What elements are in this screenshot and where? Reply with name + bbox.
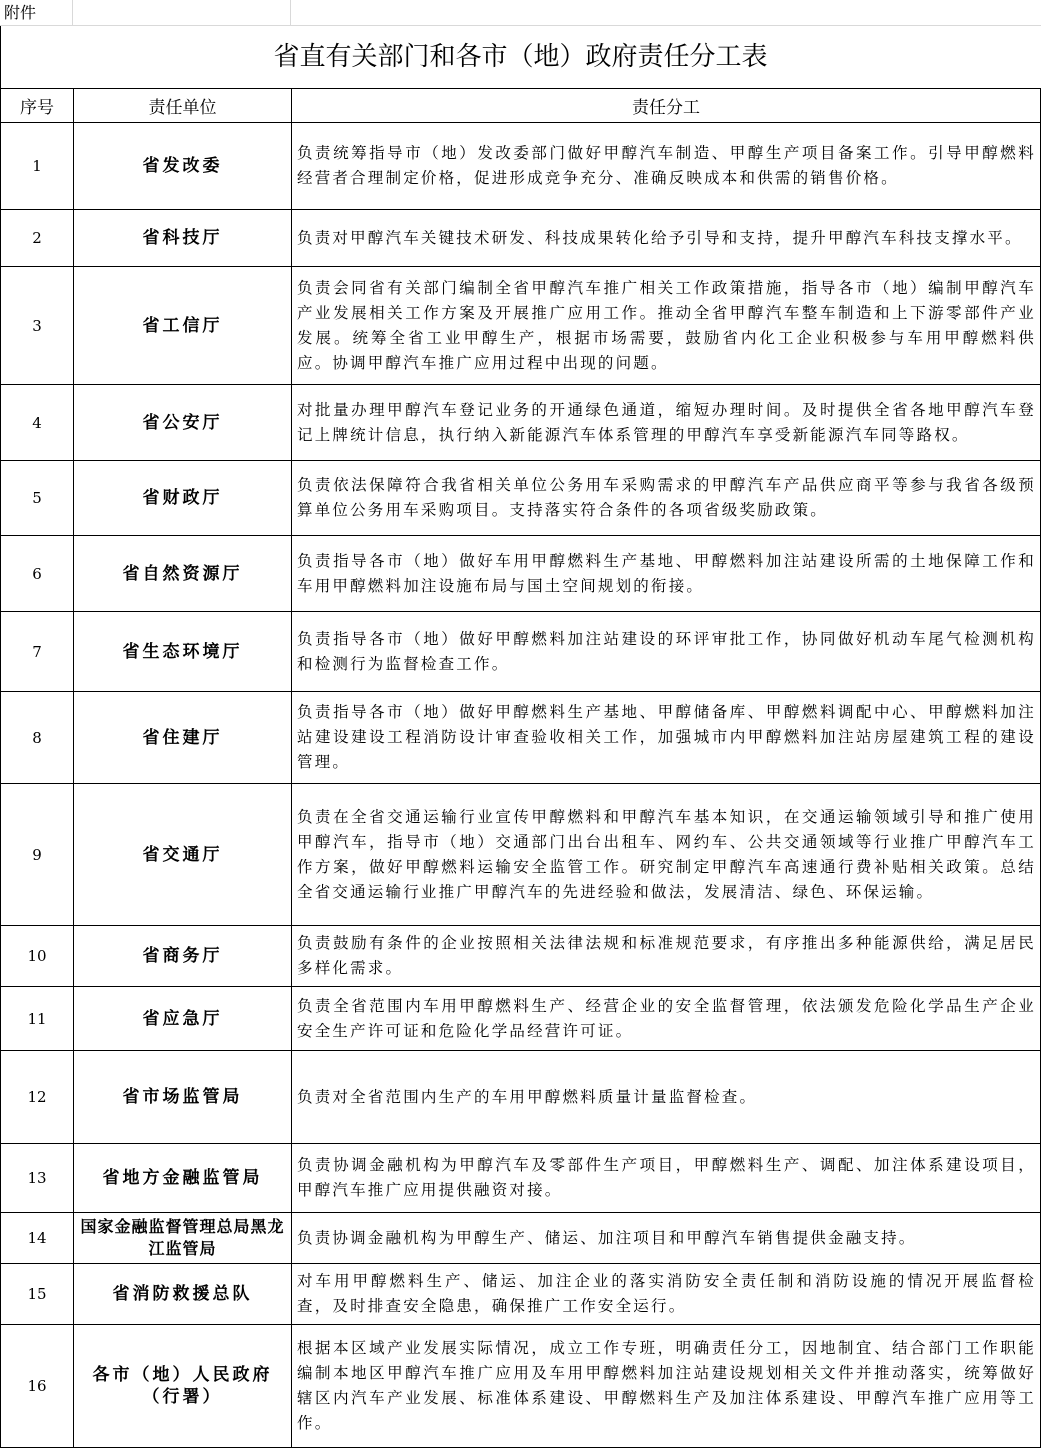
row-duty: 根据本区域产业发展实际情况，成立工作专班，明确责任分工，因地制宜、结合部门工作职能编制本地区甲醇汽车推广应用及车用甲醇燃料加注站建设规划相关文件并推动落实，统筹做好辖区内汽车产业发展、标准体系建设、甲醇燃料生产及加注体系建设、甲醇汽车推广应用等工作。 [292, 1325, 1041, 1448]
page-title: 省直有关部门和各市（地）政府责任分工表 [0, 26, 1040, 88]
row-duty: 负责全省范围内车用甲醇燃料生产、经营企业的安全监督管理，依法颁发危险化学品生产企业安全生产许可证和危险化学品经营许可证。 [292, 987, 1041, 1051]
header-duty: 责任分工 [292, 89, 1041, 123]
row-unit: 省交通厅 [74, 784, 292, 926]
row-index: 6 [1, 536, 74, 612]
row-unit: 省科技厅 [74, 210, 292, 267]
row-unit: 省工信厅 [74, 267, 292, 385]
row-unit: 各市（地）人民政府（行署） [74, 1325, 292, 1448]
row-duty: 负责依法保障符合我省相关单位公务用车采购需求的甲醇汽车产品供应商平等参与我省各级预算单位公务用车采购项目。支持落实符合条件的各项省级奖励政策。 [292, 461, 1041, 536]
row-unit: 省住建厅 [74, 692, 292, 784]
row-duty: 对车用甲醇燃料生产、储运、加注企业的落实消防安全责任制和消防设施的情况开展监督检查，及时排查安全隐患，确保推广工作安全运行。 [292, 1264, 1041, 1325]
table-row [1, 461, 1041, 536]
table-header-row [1, 89, 1041, 123]
table-row [1, 926, 1041, 987]
row-duty: 负责在全省交通运输行业宣传甲醇燃料和甲醇汽车基本知识，在交通运输领域引导和推广使用甲醇汽车，指导市（地）交通部门出台出租车、网约车、公共交通领域等行业推广甲醇汽车工作方案，做好甲醇燃料运输安全监管工作。研究制定甲醇汽车高速通行费补贴相关政策。总结全省交通运输行业推广甲醇汽车的先进经验和做法，发展清洁、绿色、环保运输。 [292, 784, 1041, 926]
table-row [1, 210, 1041, 267]
row-index: 2 [1, 210, 74, 267]
table-row [1, 1325, 1041, 1448]
row-duty: 负责协调金融机构为甲醇生产、储运、加注项目和甲醇汽车销售提供金融支持。 [292, 1213, 1041, 1264]
row-index: 11 [1, 987, 74, 1051]
row-index: 12 [1, 1051, 74, 1144]
row-duty: 负责指导各市（地）做好甲醇燃料生产基地、甲醇储备库、甲醇燃料调配中心、甲醇燃料加注站建设建设工程消防设计审查验收相关工作，加强城市内甲醇燃料加注站房屋建筑工程的建设管理。 [292, 692, 1041, 784]
row-duty: 负责对甲醇汽车关键技术研发、科技成果转化给予引导和支持，提升甲醇汽车科技支撑水平。 [292, 210, 1041, 267]
attachment-cell [0, 0, 73, 26]
table-row [1, 784, 1041, 926]
attachment-label: 附件 [4, 3, 37, 22]
table-row [1, 1213, 1041, 1264]
row-index: 13 [1, 1144, 74, 1213]
table-row [1, 267, 1041, 385]
table-row [1, 1144, 1041, 1213]
row-unit: 省发改委 [74, 123, 292, 210]
table-row [1, 385, 1041, 461]
row-index: 10 [1, 926, 74, 987]
row-duty: 负责指导各市（地）做好车用甲醇燃料生产基地、甲醇燃料加注站建设所需的土地保障工作和车用甲醇燃料加注设施布局与国土空间规划的衔接。 [292, 536, 1041, 612]
table-row [1, 1051, 1041, 1144]
row-unit: 省地方金融监管局 [74, 1144, 292, 1213]
responsibility-table [0, 88, 1041, 1448]
row-index: 9 [1, 784, 74, 926]
table-row [1, 123, 1041, 210]
row-duty: 负责鼓励有条件的企业按照相关法律法规和标准规范要求，有序推出多种能源供给，满足居民多样化需求。 [292, 926, 1041, 987]
table-row [1, 612, 1041, 692]
row-duty: 负责指导各市（地）做好甲醇燃料加注站建设的环评审批工作，协同做好机动车尾气检测机构和检测行为监督检查工作。 [292, 612, 1041, 692]
row-index: 7 [1, 612, 74, 692]
row-unit: 省消防救援总队 [74, 1264, 292, 1325]
table-row [1, 1264, 1041, 1325]
table-row [1, 692, 1041, 784]
row-index: 3 [1, 267, 74, 385]
row-duty: 负责对全省范围内生产的车用甲醇燃料质量计量监督检查。 [292, 1051, 1041, 1144]
row-duty: 对批量办理甲醇汽车登记业务的开通绿色通道，缩短办理时间。及时提供全省各地甲醇汽车登记上牌统计信息，执行纳入新能源汽车体系管理的甲醇汽车享受新能源汽车同等路权。 [292, 385, 1041, 461]
header-unit: 责任单位 [74, 89, 292, 123]
empty-cell [291, 0, 1041, 26]
row-unit: 省生态环境厅 [74, 612, 292, 692]
row-index: 14 [1, 1213, 74, 1264]
row-index: 4 [1, 385, 74, 461]
row-index: 16 [1, 1325, 74, 1448]
row-unit: 省财政厅 [74, 461, 292, 536]
row-duty: 负责会同省有关部门编制全省甲醇汽车推广相关工作政策措施，指导各市（地）编制甲醇汽车产业发展相关工作方案及开展推广应用工作。推动全省甲醇汽车整车制造和上下游零部件产业发展。统筹全省工业甲醇生产，根据市场需要，鼓励省内化工企业积极参与车用甲醇燃料供应。协调甲醇汽车推广应用过程中出现的问题。 [292, 267, 1041, 385]
row-unit: 省自然资源厅 [74, 536, 292, 612]
row-unit: 省应急厅 [74, 987, 292, 1051]
row-index: 5 [1, 461, 74, 536]
row-unit: 省公安厅 [74, 385, 292, 461]
row-index: 8 [1, 692, 74, 784]
header-index: 序号 [1, 89, 74, 123]
row-index: 15 [1, 1264, 74, 1325]
row-unit: 国家金融监督管理总局黑龙江监管局 [74, 1213, 292, 1264]
row-index: 1 [1, 123, 74, 210]
row-unit: 省市场监管局 [74, 1051, 292, 1144]
row-unit: 省商务厅 [74, 926, 292, 987]
row-duty: 负责统筹指导市（地）发改委部门做好甲醇汽车制造、甲醇生产项目备案工作。引导甲醇燃料经营者合理制定价格，促进形成竞争充分、准确反映成本和供需的销售价格。 [292, 123, 1041, 210]
empty-cell [73, 0, 291, 26]
table-row [1, 987, 1041, 1051]
table-row [1, 536, 1041, 612]
row-duty: 负责协调金融机构为甲醇汽车及零部件生产项目，甲醇燃料生产、调配、加注体系建设项目，甲醇汽车推广应用提供融资对接。 [292, 1144, 1041, 1213]
attachment-row [0, 0, 1041, 26]
